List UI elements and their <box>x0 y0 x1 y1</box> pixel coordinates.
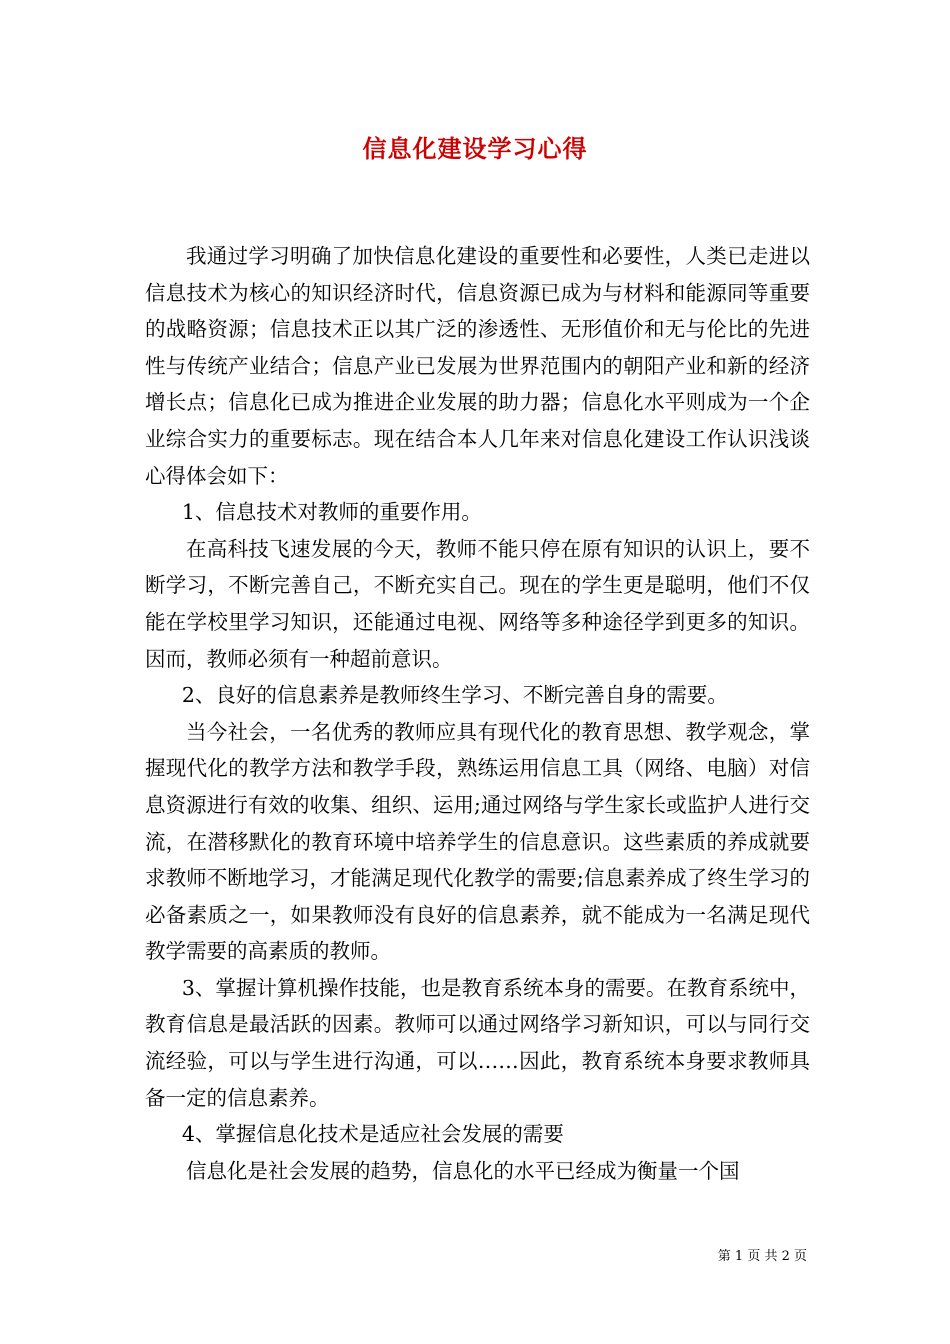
section-heading-4: 4、掌握信息化技术是适应社会发展的需要 <box>181 1122 564 1147</box>
page-number: 第 1 页 共 2 页 <box>717 1249 807 1264</box>
section-heading-2: 2、良好的信息素养是教师终生学习、不断完善自身的需要。 <box>181 683 728 708</box>
paragraph-section-2: 当今社会，一名优秀的教师应具有现代化的教育思想、教学观念，掌握现代化的教学方法和教学手段，熟练运用信息工具（网络、电脑）对信息资源进行有效的收集、组织、运用;通过网络与学生家长或监护人进行交流，在潜移默化的教育环境中培养学生的信息意识。这些素质的养成就要求教师不断地学习，才能满足现代化教学的需要;信息素养成了终生学习的必备素质之一，如果教师没有良好的信息素养，就不能成为一名满足现代教学需要的高素质的教师。 <box>145 719 810 964</box>
paragraph-section-1: 在高科技飞速发展的今天，教师不能只停在原有知识的认识上，要不断学习，不断完善自己，不断充实自己。现在的学生更是聪明，他们不仅能在学校里学习知识，还能通过电视、网络等多种途径学到更多的知识。因而，教师必须有一种超前意识。 <box>145 536 810 671</box>
document-title: 信息化建设学习心得 <box>362 134 588 163</box>
document-body <box>145 238 810 1189</box>
paragraph-section-4: 信息化是社会发展的趋势，信息化的水平已经成为衡量一个国 <box>186 1158 740 1183</box>
paragraph-intro: 我通过学习明确了加快信息化建设的重要性和必要性，人类已走进以信息技术为核心的知识经济时代，信息资源已成为与材料和能源同等重要的战略资源；信息技术正以其广泛的渗透性、无形值价和无与伦比的先进性与传统产业结合；信息产业已发展为世界范围内的朝阳产业和新的经济增长点；信息化已成为推进企业发展的助力器；信息化水平则成为一个企业综合实力的重要标志。现在结合本人几年来对信息化建设工作认识浅谈心得体会如下： <box>145 244 810 488</box>
paragraph-section-3: 3、掌握计算机操作技能，也是教育系统本身的需要。在教育系统中，教育信息是最活跃的因素。教师可以通过网络学习新知识，可以与同行交流经验，可以与学生进行沟通，可以……因此，教育系统本身要求教师具备一定的信息素养。 <box>145 975 810 1110</box>
section-heading-1: 1、信息技术对教师的重要作用。 <box>181 500 482 525</box>
